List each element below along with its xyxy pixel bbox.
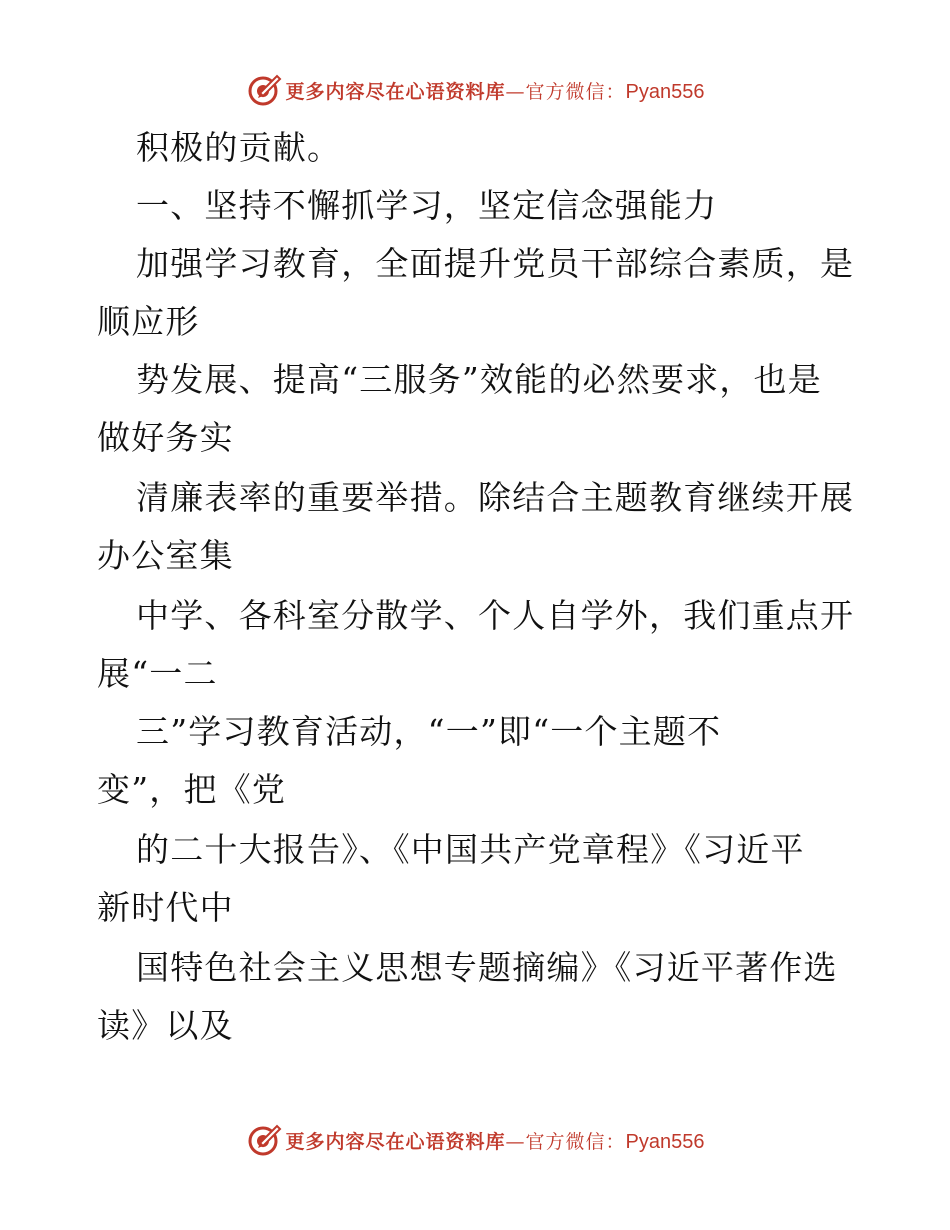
body-line: 清廉表率的重要举措。除结合主题教育继续开展 (136, 478, 855, 517)
body-line: 中学、各科室分散学、个人自学外，我们重点开 (136, 596, 855, 635)
watermark-wechat-label: 官方微信： (525, 1130, 626, 1153)
body-line: 积极的贡献。 (136, 128, 342, 167)
body-line: 展“一二 (97, 654, 218, 693)
watermark-wechat-id: Pyan556 (625, 80, 705, 103)
pen-logo-icon (246, 72, 282, 108)
watermark-text: 更多内容尽在心语资料库 (285, 1130, 506, 1153)
body-line: 做好务实 (97, 418, 234, 457)
body-line: 办公室集 (97, 536, 234, 575)
body-line: 三”学习教育活动，“一”即“一个主题不 (136, 712, 722, 751)
body-line: 变”，把《党 (97, 770, 287, 809)
watermark-wechat-label: 官方微信： (525, 80, 626, 103)
section-heading: 一、坚持不懈抓学习，坚定信念强能力 (136, 186, 718, 225)
watermark-dash: — (505, 80, 526, 103)
watermark-wechat-id: Pyan556 (625, 1130, 705, 1153)
body-line: 势发展、提高“三服务”效能的必然要求，也是 (136, 360, 822, 399)
footer-watermark (0, 1120, 950, 1160)
watermark-text: 更多内容尽在心语资料库 (285, 80, 506, 103)
body-line: 顺应形 (97, 302, 200, 341)
body-line: 加强学习教育，全面提升党员干部综合素质，是 (136, 244, 855, 283)
watermark-dash: — (505, 1130, 526, 1153)
body-line: 读》以及 (97, 1006, 234, 1045)
header-watermark (0, 70, 950, 110)
body-line: 的二十大报告》、《中国共产党章程》《习近平 (136, 830, 805, 869)
body-line: 新时代中 (97, 888, 234, 927)
body-line: 国特色社会主义思想专题摘编》《习近平著作选 (136, 948, 838, 987)
pen-logo-icon (246, 1122, 282, 1158)
